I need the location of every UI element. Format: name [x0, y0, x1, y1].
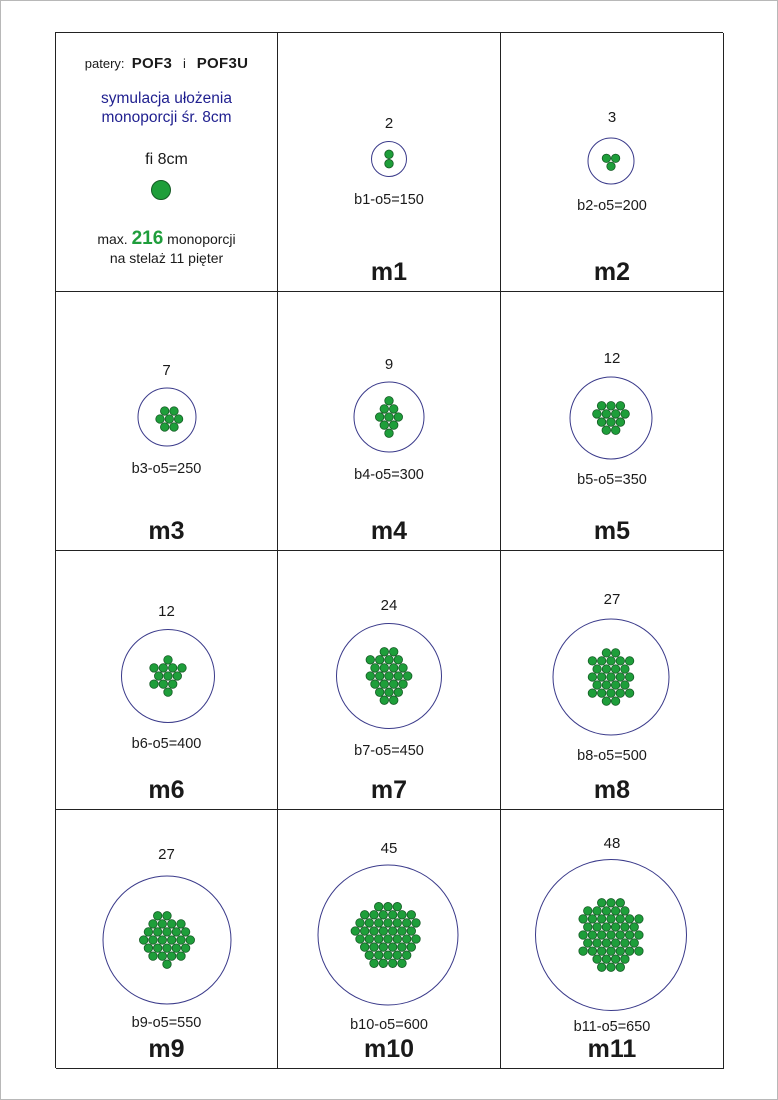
portion [374, 951, 383, 960]
portion [384, 902, 393, 911]
portion [356, 919, 365, 928]
portion [172, 944, 181, 953]
portion [616, 418, 625, 427]
portion [365, 919, 374, 928]
portion [159, 680, 168, 689]
portion [611, 939, 620, 948]
portion [607, 689, 615, 697]
portion [181, 944, 190, 953]
portion-count: 24 [380, 597, 398, 614]
platter-label: b3-o5=250 [131, 461, 202, 477]
portion [602, 681, 610, 689]
portion [616, 657, 624, 665]
portion [621, 907, 630, 916]
portion [351, 927, 360, 936]
platter-svg [501, 551, 723, 809]
portion [616, 899, 625, 908]
platter-name: m4 [370, 517, 408, 545]
portion [394, 413, 403, 422]
portion [602, 939, 611, 948]
platter-svg [278, 292, 500, 550]
platter-name: m10 [363, 1035, 415, 1063]
portion [170, 423, 178, 431]
platter-label: b7-o5=450 [354, 743, 424, 759]
portion [412, 919, 421, 928]
platter-svg [56, 551, 277, 809]
portion [607, 162, 615, 170]
platter-name: m1 [370, 258, 408, 286]
platter-outline [588, 138, 634, 184]
portion [153, 944, 162, 953]
portion [153, 912, 162, 921]
platter-svg [278, 33, 500, 291]
portion [360, 911, 369, 920]
portion [621, 681, 629, 689]
portion [402, 919, 411, 928]
portion [616, 689, 624, 697]
portion [625, 657, 633, 665]
portion [380, 696, 389, 705]
portion [158, 920, 167, 929]
platter-cell-m8 [501, 551, 724, 810]
portion [375, 672, 384, 681]
portion [602, 907, 611, 916]
platter-label: b4-o5=300 [354, 467, 424, 483]
platter-cell-m9 [56, 810, 278, 1069]
portion [611, 410, 620, 419]
portion [602, 665, 610, 673]
portion [616, 673, 624, 681]
platter-cell-m6 [56, 551, 278, 810]
portion [160, 423, 168, 431]
platter-cell-m4 [278, 292, 501, 551]
portion [380, 421, 389, 430]
portion [172, 928, 181, 937]
portion [164, 688, 173, 697]
portion [611, 649, 619, 657]
portion-count: 9 [384, 356, 394, 373]
portion [597, 657, 605, 665]
platter-svg [501, 292, 723, 550]
platter-name: m6 [148, 776, 185, 804]
portion [616, 963, 625, 972]
portion [584, 939, 593, 948]
portion [168, 664, 177, 673]
portion-count: 48 [603, 835, 621, 852]
portion [385, 397, 394, 406]
platter-label: b1-o5=150 [354, 192, 424, 208]
portion [593, 681, 601, 689]
portion [635, 947, 644, 956]
portion [402, 951, 411, 960]
portion [611, 955, 620, 964]
portion [165, 415, 173, 423]
portion [178, 664, 187, 673]
portion [153, 928, 162, 937]
portion [398, 927, 407, 936]
portion [635, 931, 644, 940]
portion [356, 935, 365, 944]
platter-label: b2-o5=200 [577, 198, 647, 214]
product-pof3u: POF3U [196, 55, 249, 72]
portion [593, 410, 602, 419]
portion [173, 672, 182, 681]
portion [611, 697, 619, 705]
portion [388, 927, 397, 936]
portion [149, 920, 158, 929]
portion [579, 931, 588, 940]
portion [144, 928, 153, 937]
portion [625, 947, 634, 956]
portion [616, 915, 625, 924]
max-value: 216 [131, 228, 164, 249]
portion [360, 943, 369, 952]
portion [167, 952, 176, 961]
portion [597, 418, 606, 427]
portion [398, 911, 407, 920]
portion [593, 665, 601, 673]
portion [398, 959, 407, 968]
portion [385, 159, 394, 168]
portion [630, 939, 639, 948]
portion-count: 12 [158, 603, 175, 620]
platter-name: m7 [370, 776, 408, 804]
portion [164, 656, 173, 665]
portion [597, 963, 606, 972]
portion [366, 672, 375, 681]
portion [393, 919, 402, 928]
portion [597, 402, 606, 411]
product-pof3: POF3 [131, 55, 173, 72]
portion [177, 920, 186, 929]
portion [370, 911, 379, 920]
portion [607, 657, 615, 665]
portion [384, 919, 393, 928]
portion [597, 689, 605, 697]
platter-name: m11 [587, 1035, 637, 1063]
platter-cell-m1 [278, 33, 501, 292]
portion [616, 402, 625, 411]
portion [611, 923, 620, 932]
platter-label: b9-o5=550 [131, 1015, 202, 1031]
portion [374, 919, 383, 928]
portion [607, 673, 615, 681]
platter-svg [278, 551, 500, 809]
portion [168, 680, 177, 689]
info-cell [56, 33, 278, 292]
portion [379, 959, 388, 968]
portion [621, 665, 629, 673]
portion [625, 689, 633, 697]
portion [389, 421, 398, 430]
simulation-line-2: monoporcji śr. 8cm [101, 109, 232, 126]
portion [611, 426, 620, 435]
portion [366, 656, 375, 665]
portion [379, 911, 388, 920]
portion [393, 935, 402, 944]
portion [380, 664, 389, 673]
portion [607, 915, 616, 924]
portion [379, 927, 388, 936]
portion [597, 899, 606, 908]
portion [597, 915, 606, 924]
portion [393, 951, 402, 960]
portion [602, 154, 610, 162]
portion [588, 947, 597, 956]
portion [388, 959, 397, 968]
portion [389, 680, 398, 689]
portion [394, 656, 403, 665]
platter-name: m5 [593, 517, 631, 545]
portion [149, 936, 158, 945]
portion [621, 955, 630, 964]
portion [616, 931, 625, 940]
platter-svg [501, 33, 723, 291]
portion [385, 672, 394, 681]
portion [625, 673, 633, 681]
portion [384, 951, 393, 960]
portion [407, 927, 416, 936]
portion [389, 405, 398, 414]
portion [156, 415, 164, 423]
portion [635, 915, 644, 924]
platter-cell-m10 [278, 810, 501, 1069]
portion [402, 935, 411, 944]
portion [607, 402, 616, 411]
platter-name: m8 [593, 776, 631, 804]
portion [371, 664, 380, 673]
portion [380, 680, 389, 689]
portion [374, 935, 383, 944]
portion [379, 943, 388, 952]
portion [597, 673, 605, 681]
portion [621, 410, 630, 419]
portion [181, 928, 190, 937]
portion [174, 415, 182, 423]
portion [365, 935, 374, 944]
portion [163, 944, 172, 953]
portion [616, 947, 625, 956]
platter-outline [372, 142, 407, 177]
portion [365, 951, 374, 960]
sample-portion [152, 181, 171, 200]
portion [597, 931, 606, 940]
portion [150, 664, 159, 673]
portion [389, 648, 398, 657]
portion [407, 943, 416, 952]
platter-label: b8-o5=500 [577, 748, 647, 764]
portion [158, 936, 167, 945]
portion [584, 923, 593, 932]
portion [177, 936, 186, 945]
platter-cell-m3 [56, 292, 278, 551]
portion [389, 664, 398, 673]
max-capacity [56, 229, 277, 268]
portion-count: 2 [384, 115, 394, 132]
portion-count: 45 [380, 840, 398, 857]
portion [144, 944, 153, 953]
portion [385, 413, 394, 422]
portion [602, 649, 610, 657]
portion [398, 943, 407, 952]
portion [385, 688, 394, 697]
portion [374, 902, 383, 911]
portion [385, 656, 394, 665]
platter-label: b10-o5=600 [350, 1017, 428, 1033]
platter-svg [56, 292, 277, 550]
portion [388, 943, 397, 952]
portion [399, 664, 408, 673]
portion [611, 154, 619, 162]
portion [360, 927, 369, 936]
platter-label: b5-o5=350 [577, 472, 647, 488]
portion [370, 943, 379, 952]
portion [607, 931, 616, 940]
platter-cell-m2 [501, 33, 724, 292]
conjunction: i [182, 56, 186, 71]
portion [579, 915, 588, 924]
portion [588, 689, 596, 697]
portion [593, 955, 602, 964]
max-suffix: monoporcji [167, 231, 236, 247]
portion [602, 697, 610, 705]
portion [593, 923, 602, 932]
platter-grid [55, 32, 723, 1068]
portion [370, 927, 379, 936]
portion [384, 935, 393, 944]
simulation-line-1: symulacja ułożenia [101, 90, 232, 107]
portion [593, 907, 602, 916]
portion [150, 680, 159, 689]
platter-name: m3 [148, 517, 185, 545]
max-prefix: max. [97, 231, 128, 247]
platter-name: m9 [148, 1035, 185, 1063]
portion [412, 935, 421, 944]
portion [160, 407, 168, 415]
portion [611, 907, 620, 916]
portion [380, 648, 389, 657]
portion [394, 672, 403, 681]
portion [158, 952, 167, 961]
portion [177, 952, 186, 961]
portion-count: 12 [603, 350, 621, 367]
portion [579, 947, 588, 956]
portion [163, 928, 172, 937]
portion [170, 407, 178, 415]
portion [607, 947, 616, 956]
portion [602, 426, 611, 435]
portion [163, 960, 172, 969]
portion-count: 3 [607, 109, 617, 126]
portion [407, 911, 416, 920]
portion [621, 939, 630, 948]
portion [394, 688, 403, 697]
platter-cell-m7 [278, 551, 501, 810]
platter-cell-m11 [501, 810, 724, 1069]
portion [371, 680, 380, 689]
portion [399, 680, 408, 689]
portion [167, 936, 176, 945]
portion [602, 410, 611, 419]
portion [393, 902, 402, 911]
portion [167, 920, 176, 929]
portion [588, 915, 597, 924]
portion [607, 418, 616, 427]
portion [389, 696, 398, 705]
portion [375, 688, 384, 697]
max-line-1 [56, 229, 277, 249]
diameter-label: fi 8cm [145, 151, 188, 168]
portion [149, 952, 158, 961]
platter-cell-m5 [501, 292, 724, 551]
portion [602, 955, 611, 964]
portion [602, 923, 611, 932]
portion-count: 27 [158, 846, 175, 863]
portion [588, 657, 596, 665]
portion [621, 923, 630, 932]
portion [186, 936, 195, 945]
max-line-2: na stelaż 11 pięter [109, 250, 224, 266]
portion [611, 665, 619, 673]
portion [375, 413, 384, 422]
platter-name: m2 [593, 258, 631, 286]
portion [588, 673, 596, 681]
portion [588, 931, 597, 940]
portion [370, 959, 379, 968]
portion [385, 150, 394, 159]
portion [154, 672, 163, 681]
portion [380, 405, 389, 414]
platter-label: b11-o5=650 [573, 1019, 651, 1035]
portion [403, 672, 412, 681]
portion-count: 27 [603, 591, 621, 608]
portion [385, 429, 394, 438]
portion-count: 7 [162, 362, 171, 379]
portion [584, 907, 593, 916]
portion [625, 915, 634, 924]
portion [607, 899, 616, 908]
portion [630, 923, 639, 932]
portion [375, 656, 384, 665]
portion [164, 672, 173, 681]
portion [607, 963, 616, 972]
portion [611, 681, 619, 689]
portion [163, 912, 172, 921]
portion [159, 664, 168, 673]
platter-label: b6-o5=400 [131, 736, 202, 752]
portion [625, 931, 634, 940]
patery-label: patery: [84, 56, 125, 71]
portion [593, 939, 602, 948]
portion [597, 947, 606, 956]
portion [388, 911, 397, 920]
portion [139, 936, 148, 945]
platter-outline [103, 876, 231, 1004]
